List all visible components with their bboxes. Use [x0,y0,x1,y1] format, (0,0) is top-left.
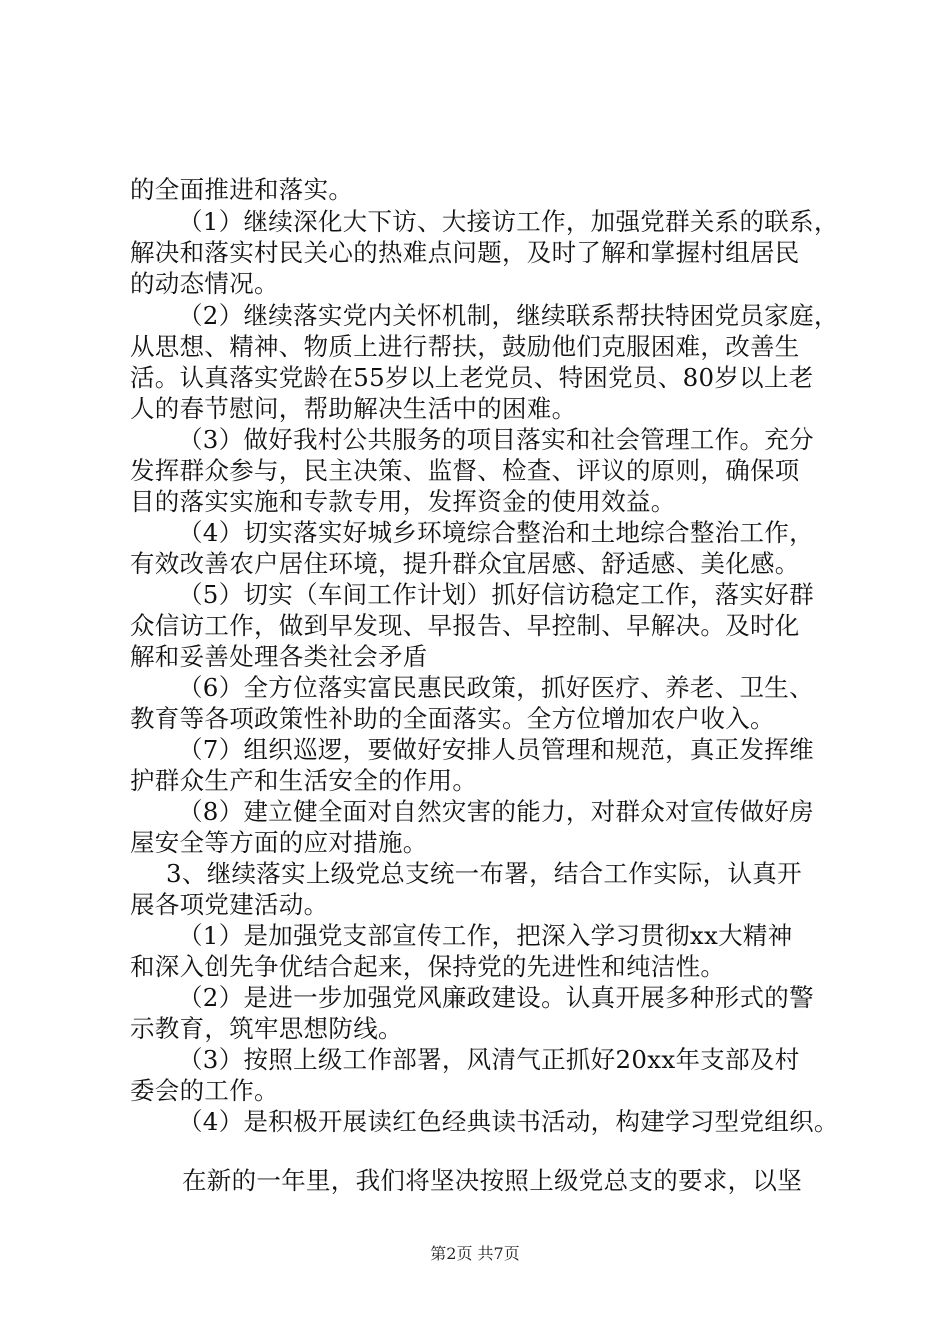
text-line: （1）是加强党支部宣传工作，把深入学习贯彻xx大精神 [178,921,793,950]
text-line: 解和妥善处理各类社会矛盾 [130,642,428,671]
text-line: （7）组织巡逻，要做好安排人员管理和规范，真正发挥维 [178,735,814,764]
text-line: 的动态情况。 [130,269,279,298]
text-line: 展各项党建活动。 [130,890,329,919]
text-line: 示教育，筑牢思想防线。 [130,1014,403,1043]
text-line: 活。认真落实党龄在55岁以上老党员、特困党员、80岁以上老 [130,363,814,392]
text-line: 和深入创先争优结合起来，保持党的先进性和纯洁性。 [130,952,726,981]
text-line: 教育等各项政策性补助的全面落实。全方位增加农户收入。 [130,704,775,733]
text-line: （3）做好我村公共服务的项目落实和社会管理工作。充分 [178,425,814,454]
text-line: 众信访工作，做到早发现、早报告、早控制、早解决。及时化 [130,611,800,640]
text-line: 在新的一年里，我们将坚决按照上级党总支的要求，以坚 [182,1166,802,1195]
text-line: 委会的工作。 [130,1076,279,1105]
text-line: 屋安全等方面的应对措施。 [130,828,428,857]
text-line: 护群众生产和生活安全的作用。 [130,766,478,795]
text-line: 3、继续落实上级党总支统一布署，结合工作实际，认真开 [166,859,802,888]
text-line: 解决和落实村民关心的热难点问题，及时了解和掌握村组居民 [130,238,800,267]
text-line: （5）切实（车间工作计划）抓好信访稳定工作，落实好群 [178,580,814,609]
text-line: （2）是进一步加强党风廉政建设。认真开展多种形式的警 [178,983,814,1012]
text-line: 目的落实实施和专款专用，发挥资金的使用效益。 [130,487,676,516]
text-line: 的全面推进和落实。 [130,175,354,204]
text-line: 有效改善农户居住环境，提升群众宜居感、舒适感、美化感。 [130,549,800,578]
text-line: 从思想、精神、物质上进行帮扶，鼓励他们克服困难，改善生 [130,332,800,361]
text-line: （3）按照上级工作部署，风清气正抓好20xx年支部及村 [178,1045,800,1074]
text-line: （8）建立健全面对自然灾害的能力，对群众对宣传做好房 [178,797,814,826]
page-footer: 第2页 共7页 [430,1244,520,1263]
text-line: （4）是积极开展读红色经典读书活动，构建学习型党组织。 [178,1107,839,1136]
text-line: （4）切实落实好城乡环境综合整治和土地综合整治工作， [178,518,814,547]
text-line: 发挥群众参与，民主决策、监督、检查、评议的原则，确保项 [130,456,800,485]
text-line: （6）全方位落实富民惠民政策，抓好医疗、养老、卫生、 [178,673,814,702]
text-line: 人的春节慰问，帮助解决生活中的困难。 [130,394,577,423]
text-line: （1）继续深化大下访、大接访工作，加强党群关系的联系， [178,207,839,236]
text-line: （2）继续落实党内关怀机制，继续联系帮扶特困党员家庭， [178,301,839,330]
